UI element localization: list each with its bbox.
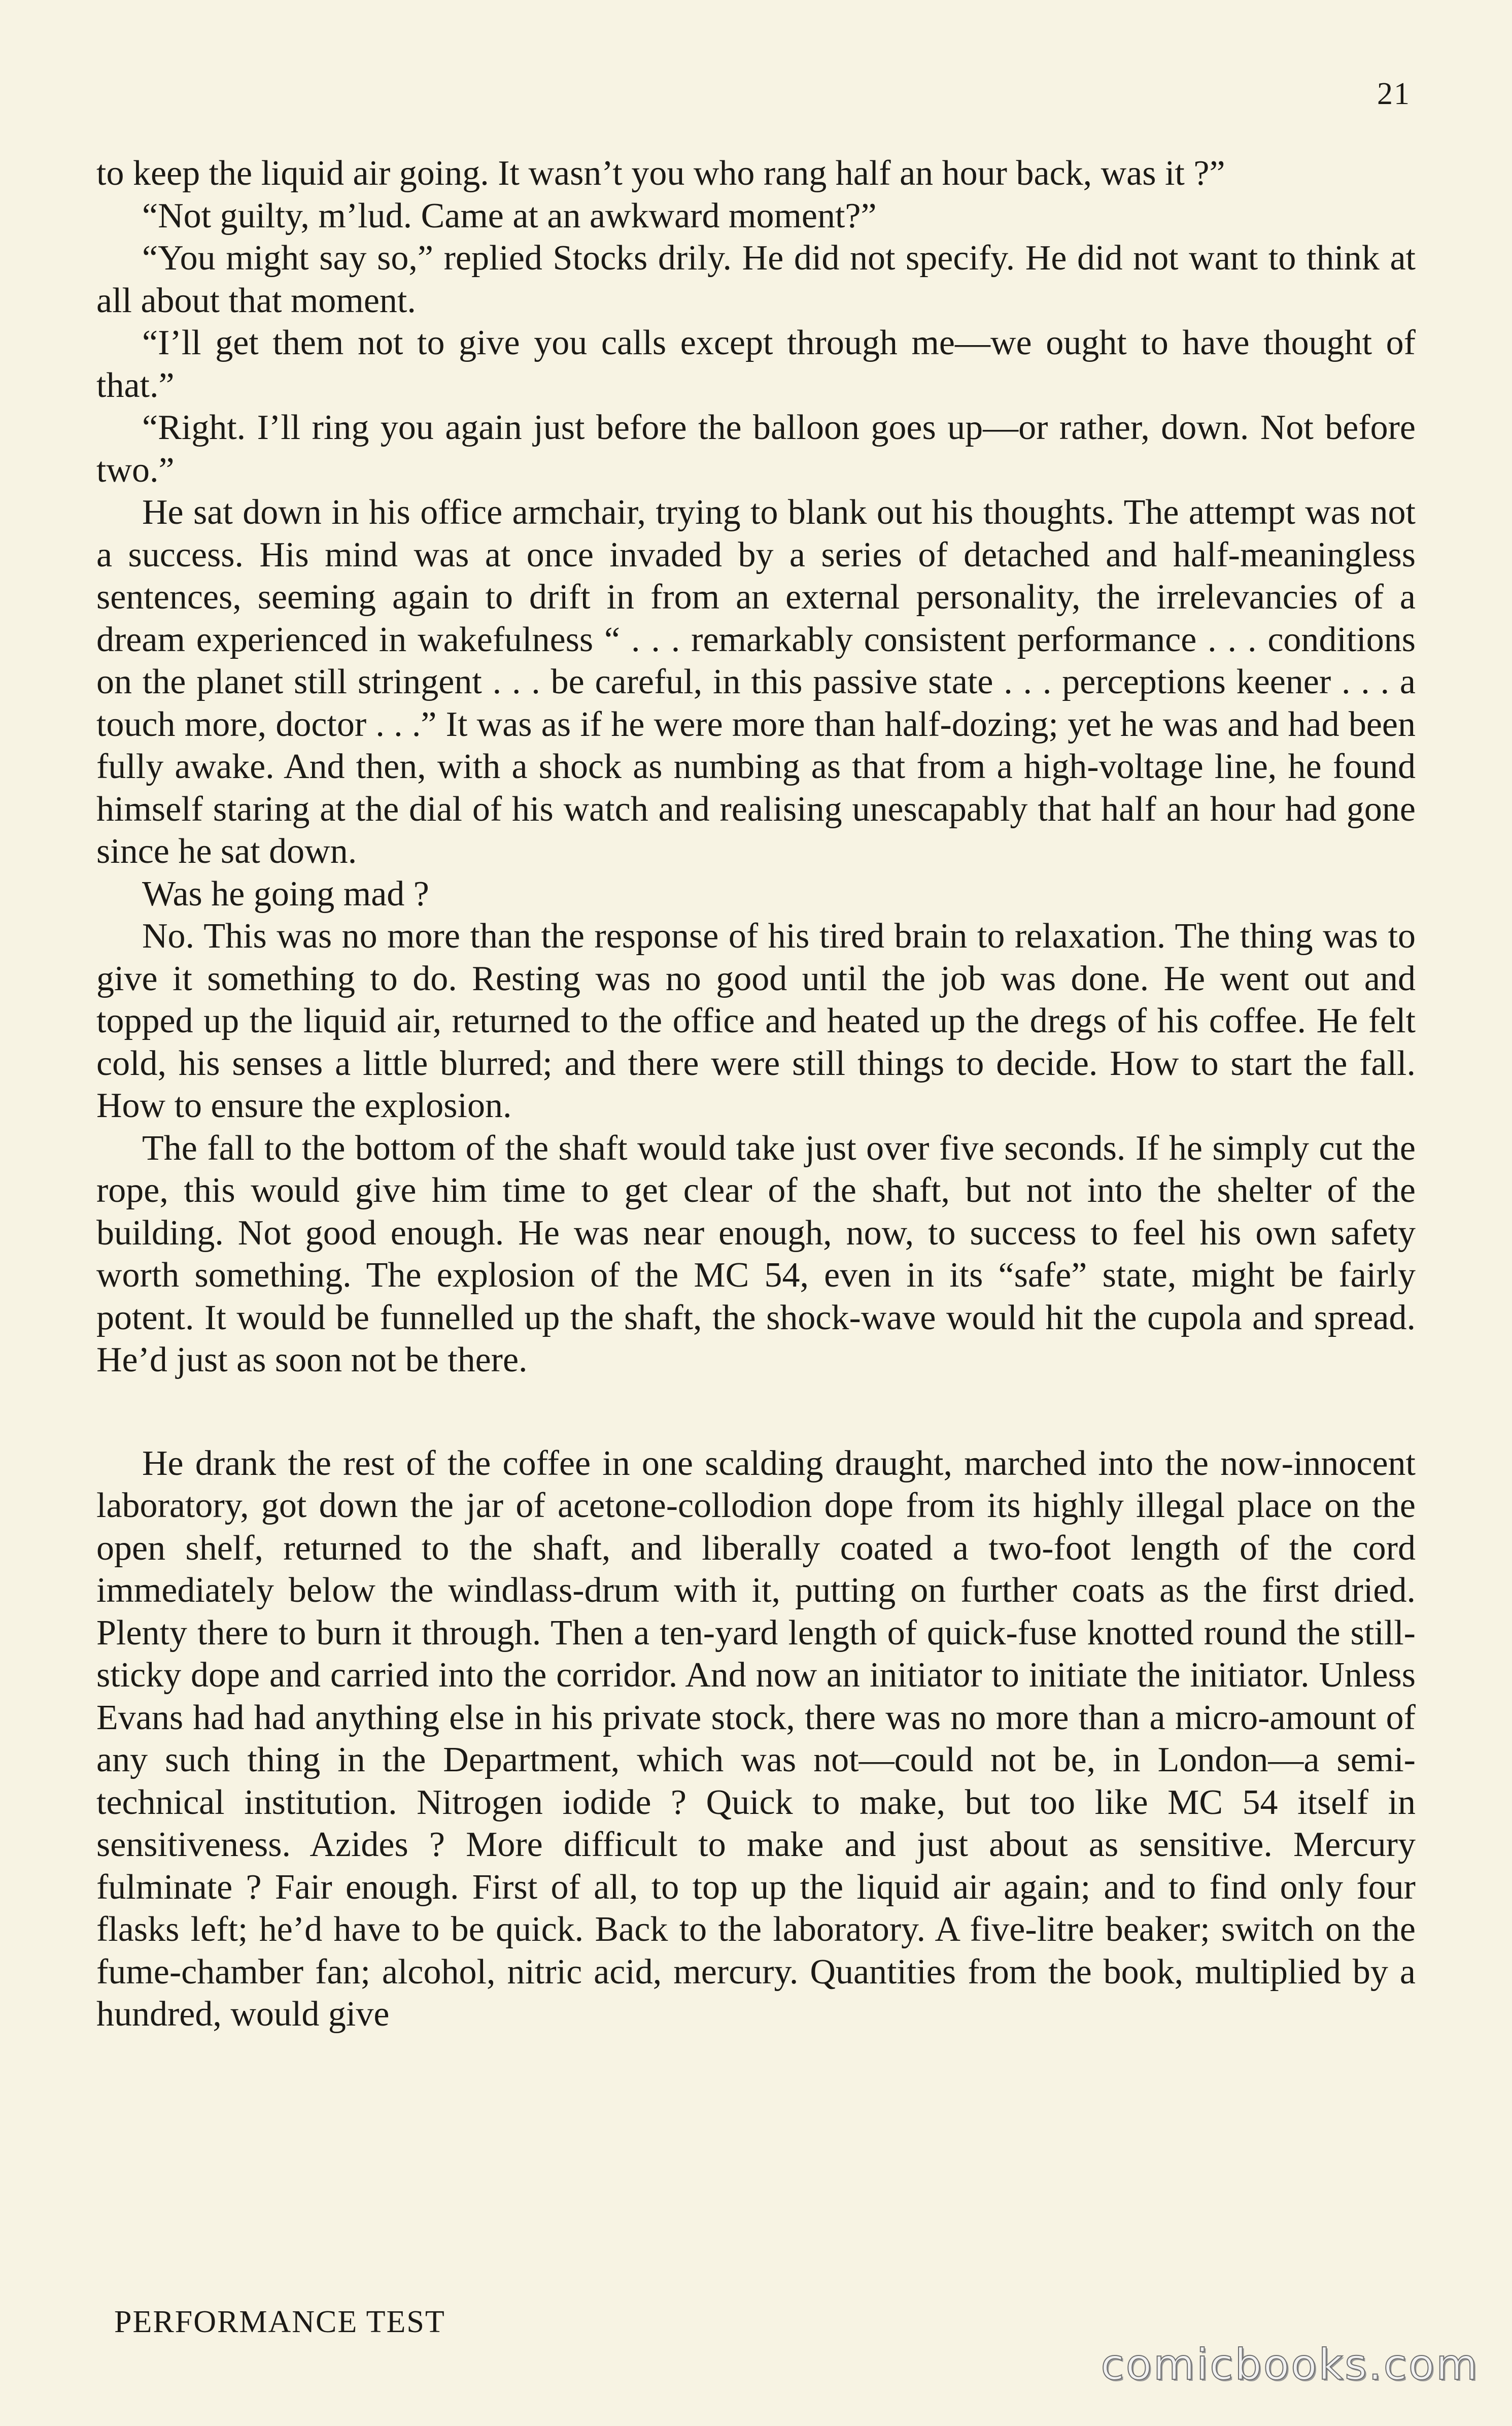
watermark: comicbooks.com <box>1101 2340 1479 2389</box>
paragraph: “You might say so,” replied Stocks drily. He did not specify. He did not want to think at all about that moment. <box>96 239 1416 320</box>
paragraph: He sat down in his office armchair, trying to blank out his thoughts. The attempt was not a success. His mind was at once invaded by a series of detached and half-meaningless sentences, seeming again to drift in from an external personality, the irrelevancies of a dream experienced in wakefulness “ . . . remarkably consistent performance . . . conditions on the planet still stringent . . . be careful, in this passive state . . . perceptions keener . . . a touch more, doctor . . .” It was as if he were more than half-dozing; yet he was and had been fully awake. And then, with a shock as numbing as that from a high-voltage line, he found himself staring at the dial of his watch and realising unescapably that half an hour had gone since he sat down. <box>96 493 1416 871</box>
paragraph: “Right. I’ll ring you again just before the balloon goes up—or rather, down. Not before two.” <box>96 408 1416 490</box>
paragraph: The fall to the bottom of the shaft would take just over five seconds. If he simply cut the rope, this would give him time to get clear of the shaft, but not into the shelter of the building. Not good enough. He was near enough, now, to success to feel his own safety worth something. The explosion of the MC 54, even in its “safe” state, might be fairly potent. It would be funnelled up the shaft, the shock-wave would hit the cupola and spread. He’d just as soon not be there. <box>96 1128 1416 1379</box>
paragraph: No. This was no more than the response of his tired brain to relaxation. The thing was to give it something to do. Resting was no good until the job was done. He went out and topped up the liquid air, returned to the office and heated up the dregs of his coffee. He felt cold, his senses a little blurred; and there were still things to decide. How to start the fall. How to ensure the explosion. <box>96 917 1416 1125</box>
paragraph: Was he going mad ? <box>142 874 429 914</box>
paragraph: “Not guilty, m’lud. Came at an awkward moment?” <box>142 196 877 235</box>
paragraph: to keep the liquid air going. It wasn’t you who rang half an hour back, was it ?” <box>96 154 1225 193</box>
page-number: 21 <box>1377 77 1411 111</box>
body-text <box>96 152 1416 2036</box>
paragraph: He drank the rest of the coffee in one scalding draught, marched into the now-innocent laboratory, got down the jar of acetone-collodion dope from its highly illegal place on the open shelf, returned to the shaft, and liberally coated a two-foot length of the cord immediately below the windlass-drum with it, putting on further coats as the first dried. Plenty there to burn it through. Then a ten-yard length of quick-fuse knotted round the still-sticky dope and carried into the corridor. And now an initiator to initiate the initiator. Unless Evans had had anything else in his private stock, there was no more than a micro-amount of any such thing in the Department, which was not—could not be, in London—a semi-technical institution. Nitrogen iodide ? Quick to make, but too like MC 54 itself in sensitiveness. Azides ? More difficult to make and just about as sensitive. Mercury fulminate ? Fair enough. First of all, to top up the liquid air again; and to find only four flasks left; he’d have to be quick. Back to the laboratory. A five-litre beaker; switch on the fume-chamber fan; alcohol, nitric acid, mercury. Quantities from the book, multiplied by a hundred, would give <box>96 1443 1416 2034</box>
paragraph: “I’ll get them not to give you calls except through me—we ought to have thought of that.” <box>96 323 1416 405</box>
running-footer: PERFORMANCE TEST <box>114 2305 445 2339</box>
